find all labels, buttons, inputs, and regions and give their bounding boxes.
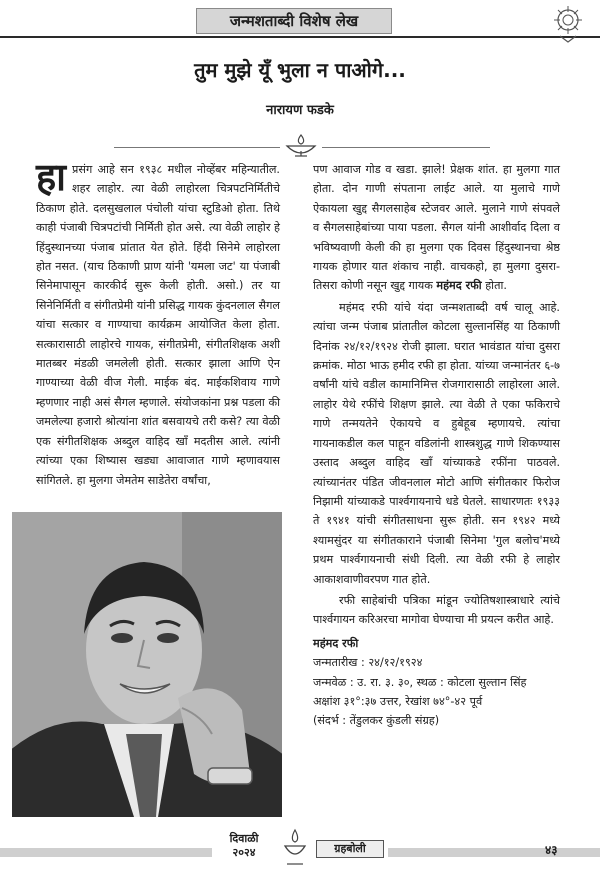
page-number: ४३: [545, 843, 558, 857]
author-name: नारायण फडके: [266, 103, 334, 118]
zodiac-emblem-icon: [548, 4, 588, 44]
issue-name: दिवाळी: [229, 832, 259, 845]
intro-paragraph: [36, 155, 280, 490]
diya-lamp-icon: [281, 134, 321, 158]
biography-paragraph: महंमद रफी यांचे यंदा जन्मशताब्दी वर्ष चालू आहे. त्यांचा जन्म पंजाब प्रांतातील कोटला सुल्तानसिंह या ठिकाणी दिनांक २४/१२/१९२४ रोजी झाला. घरात भावंडात यांचा दुसरा क्रमांक. मोठा भाऊ हमीद रफी हा होता. यांच्या जन्मानंतर ६-७ वर्षांनी यांचे वडील कामानिमित्त रोजगारासाठी लाहोरला आले. लाहोर येथे रफींचे शिक्षण झाले. त्या वेळी ते एका फकिराचे गाणे तन्मयतेने ऐकायचे व हुबेहूब म्हणायचे. त्यांचा गायनाकडील कल पाहून वडिलांनी शास्त्रशुद्ध गाणे शिकण्यास उस्ताद अब्दुल वाहिद खाँ यांच्याकडे रफींना पाठवले. त्यांच्यानंतर पंडित जीवनलाल मोटो आणि संगीतकार फिरोज निझामी यांच्याकडे पार्श्वगायनाचे धडे घेतले. साधारणतः १९३३ ते १९४१ यांची संगीतसाधना सुरू होती. सन १९४२ मध्ये श्यामसुंदर या संगीतकाराने पंजाबी सिनेमा 'गुल बलोच'मध्ये प्रथम पार्श्वगायनाची संधी दिली. त्या वेळी रफी हे लाहोर आकाशवाणीवरपण गात होते.: [313, 300, 560, 586]
birth-time-place: जन्मवेळ : उ. रा. ३. ३०, स्थळ : कोटला सुल्तान सिंह: [313, 675, 527, 689]
birth-reference: (संदर्भ : तेंडुलकर कुंडली संग्रह): [313, 714, 440, 728]
continuation-paragraph: [313, 160, 560, 296]
left-column: [36, 155, 280, 490]
section-label: जन्मशताब्दी विशेष लेख: [196, 8, 392, 34]
footer-diya-icon: [283, 828, 307, 866]
ornament-rule-right: [322, 147, 490, 148]
article-title: तुम मुझे यूँ भुला न पाओगे...: [194, 58, 406, 82]
footer-bar-left: [0, 848, 212, 857]
issue-year: २०२४: [232, 846, 256, 859]
right-column: [313, 160, 560, 731]
continuation-end: होता.: [481, 279, 507, 293]
ornament-rule-left: [114, 147, 280, 148]
header-rule: [0, 36, 600, 38]
singer-name: महंमद रफी: [436, 279, 482, 293]
issue-label: [218, 832, 270, 860]
drop-cap: हा: [36, 155, 67, 199]
birth-date: जन्मतारीख : २४/१२/१९२४: [313, 656, 423, 670]
portrait-photo: [12, 512, 282, 817]
continuation-text: पण आवाज गोड व खडा. झाले! प्रेक्षक शांत. हा मुलगा गात होता. दोन गाणी संपताना लाईट आले. या मुलाचे गाणे ऐकायला खुद्द सैगलसाहेब स्टेजवर आले. मुलाने गाणे संपवले व सैगलसाहेबांच्या पाया पडला. सैगल यांनी आशीर्वाद दिला व भविष्यवाणी केली की हा मुलगा एक दिवस हिंदुस्थानचा श्रेष्ठ गायक होणार यात शंकाच नाही. वाचकहो, हा मुलगा दुसरा-तिसरा कोणी नसून खुद्द गायक: [313, 163, 560, 293]
magazine-brand: ग्रहबोली: [316, 840, 384, 858]
astrology-intro-paragraph: रफी साहेबांची पत्रिका मांडून ज्योतिषशास्त्राधारे त्यांचे पार्श्वगायन करिअरचा मागोवा घेण्याचा मी प्रयत्न करीत आहे.: [313, 593, 560, 627]
intro-text: प्रसंग आहे सन १९३८ मधील नोव्हेंबर महिन्यातील. शहर लाहोर. त्या वेळी लाहोरला चित्रपटनिर्मितीचे ठिकाण होते. दलसुखलाल पंचोली यांचा स्टुडिओ होता. तिथे काही पंजाबी चित्रपटांची निर्मिती होत असे. त्या वेळी लाहोर हे हिंदुस्थानच्या पंजाब प्रांतात येत होते. हिंदी सिनेमे लाहोरला होत नसत. (याच ठिकाणी प्राण यांनी 'यमला जट' या पंजाबी सिनेमापासून कारकीर्द सुरू केली होती. असो.) तर या सिनेनिर्मिती व संगीतप्रेमी यांनी प्रसिद्ध गायक कुंदनलाल सैगल यांचा सत्कार व गाण्याचा कार्यक्रम आयोजित केला होता. सत्कारासाठी लाहोरचे गायक, संगीतप्रेमी, संगीतशिक्षक अशी मातब्बर मंडळी जमलेली होती. सत्कार झाला आणि ऐन गाण्याच्या वेळी वीज गेली. माईक बंद. माईकशिवाय गाणे म्हणणार नाही असं सैगल म्हणाले. संयोजकांना प्रश्न पडला की जमलेल्या हजारो श्रोत्यांना शांत बसवायचे तरी कसे? त्या वेळी एक संगीतशिक्षक अब्दुल वाहिद खाँ मदतीस आले. त्यांनी त्यांच्या एका शिष्यास खड्या आवाजात गाणे म्हणावयास सांगितले. हा मुलगा जेमतेम साडेतेरा वर्षांचा,: [36, 163, 280, 487]
birth-details-heading: महंमद रफी: [313, 636, 359, 650]
birth-coordinates: अक्षांश ३१°:३७ उत्तर, रेखांश ७४°-४२ पूर्व: [313, 694, 483, 708]
footer-bar-right: [388, 848, 600, 857]
